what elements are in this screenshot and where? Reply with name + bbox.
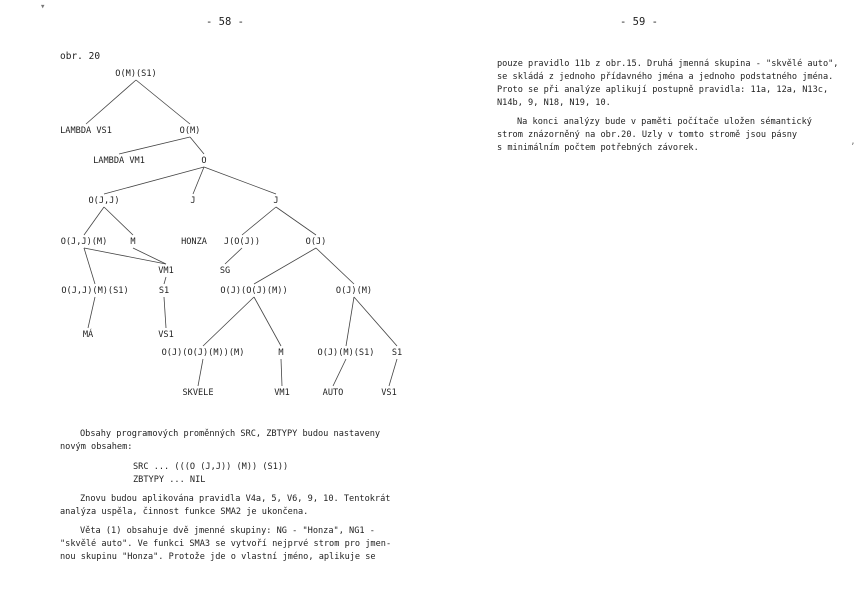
tree-edge	[198, 359, 203, 386]
tree-node-label: J	[273, 196, 279, 206]
paragraph-line: Proto se při analýze aplikují postupně pravidla: 11a, 12a, N13c,	[497, 85, 829, 95]
tree-node-label: O	[201, 156, 207, 166]
page-number: - 58 -	[206, 16, 244, 28]
tree-node-label: O(J)	[305, 237, 327, 247]
tree-node-label: O(M)	[179, 126, 201, 136]
tree-edge	[281, 359, 282, 386]
tree-node-label: VM1	[274, 388, 290, 398]
paragraph-line: strom znázorněný na obr.20. Uzly v tomto stromě jsou pásny	[497, 130, 798, 140]
tree-edge	[190, 137, 204, 154]
tree-edge	[164, 297, 166, 328]
tree-edge	[104, 167, 204, 194]
tree-edge	[346, 297, 354, 346]
paragraph-line: novým obsahem:	[60, 442, 133, 452]
tree-node-label: M	[278, 348, 284, 358]
tree-node-label: VS1	[381, 388, 397, 398]
paragraph-line: Věta (1) obsahuje dvě jmenné skupiny: NG - "Honza", NG1 -	[80, 526, 375, 536]
tree-edge	[119, 137, 190, 154]
tree-edge	[104, 207, 133, 235]
tree-node-label: O(M)(S1)	[115, 69, 157, 79]
tree-edge	[84, 248, 95, 284]
paragraph-line: "skvělé auto". Ve funkci SMA3 se vytvoří nejprvé strom pro jmen-	[60, 539, 392, 549]
tree-edge	[225, 248, 242, 264]
tree-edge	[316, 248, 354, 284]
tree-node-label: O(J,J)(M)	[60, 237, 108, 247]
tree-edge	[136, 80, 190, 124]
tree-node-label: S1	[158, 286, 170, 296]
left-page	[0, 0, 430, 612]
tree-node-label: J	[190, 196, 196, 206]
tree-edge	[88, 297, 95, 328]
tree-edge	[242, 207, 276, 235]
tree-node-label: S1	[391, 348, 403, 358]
tree-node-label: LAMBDA VM1	[93, 156, 145, 166]
paragraph-line: Znovu budou aplikována pravidla V4a, 5, V6, 9, 10. Tentokrát	[80, 494, 391, 504]
tree-edge	[204, 167, 276, 194]
tree-edge	[203, 297, 254, 346]
tree-edge	[254, 248, 316, 284]
semantic-tree-diagram	[0, 0, 430, 420]
tree-node-label: MÁ	[82, 330, 94, 340]
code-line: SRC ... (((O (J,J)) (M)) (S1))	[133, 462, 289, 472]
tree-edge	[133, 248, 166, 264]
paragraph-line: Na konci analýzy bude v paměti počítače uložen sémantický	[517, 117, 812, 127]
figure-caption: obr. 20	[60, 51, 101, 62]
tree-edge	[84, 248, 166, 264]
paragraph-line: analýza uspěla, činnost funkce SMA2 je ukončena.	[60, 507, 309, 517]
tree-node-label: HONZA	[181, 237, 207, 247]
tree-node-label: O(J)(O(J)(M))(M)	[161, 348, 245, 358]
tree-node-label: O(J)(O(J)(M))	[220, 286, 288, 296]
tree-edge	[333, 359, 346, 386]
tree-edge	[276, 207, 316, 235]
tree-node-label: O(J,J)(M)(S1)	[61, 286, 129, 296]
tree-edges	[84, 80, 397, 386]
tree-node-label: O(J)(M)(S1)	[317, 348, 375, 358]
tree-node-label: O(J)(M)	[335, 286, 373, 296]
page-number: - 59 -	[620, 16, 658, 28]
margin-mark: ʼ	[850, 142, 856, 152]
tree-edge	[254, 297, 281, 346]
tree-node-label: SG	[219, 266, 231, 276]
tree-edge	[389, 359, 397, 386]
paragraph-line: nou skupinu "Honza". Protože jde o vlastní jméno, aplikuje se	[60, 552, 376, 562]
tree-node-label: VS1	[158, 330, 174, 340]
tree-edge	[86, 80, 136, 124]
tree-node-label: M	[130, 237, 136, 247]
paragraph-line: Obsahy programových proměnných SRC, ZBTYPY budou nastaveny	[80, 429, 381, 439]
paragraph-line: s minimálním počtem potřebných závorek.	[497, 143, 699, 153]
tree-node-label: O(J,J)	[88, 196, 120, 206]
tree-edge	[164, 277, 166, 284]
tree-node-label: VM1	[158, 266, 174, 276]
code-line: ZBTYPY ... NIL	[133, 475, 206, 485]
tree-node-label: SKVELE	[182, 388, 214, 398]
paragraph-line: se skládá z jednoho přídavného jména a jednoho podstatného jména.	[497, 72, 834, 82]
tree-node-label: AUTO	[322, 388, 344, 398]
paragraph-line: pouze pravidlo 11b z obr.15. Druhá jmenná skupina - "skvělé auto",	[497, 59, 839, 69]
tree-edge	[84, 207, 104, 235]
tree-edge	[354, 297, 397, 346]
paragraph-line: N14b, 9, N18, N19, 10.	[497, 98, 611, 108]
tree-node-label: J(O(J))	[223, 237, 261, 247]
scan-speck: ▾	[40, 2, 46, 12]
right-page	[430, 0, 865, 612]
tree-node-label: LAMBDA VS1	[60, 126, 112, 136]
tree-edge	[193, 167, 204, 194]
